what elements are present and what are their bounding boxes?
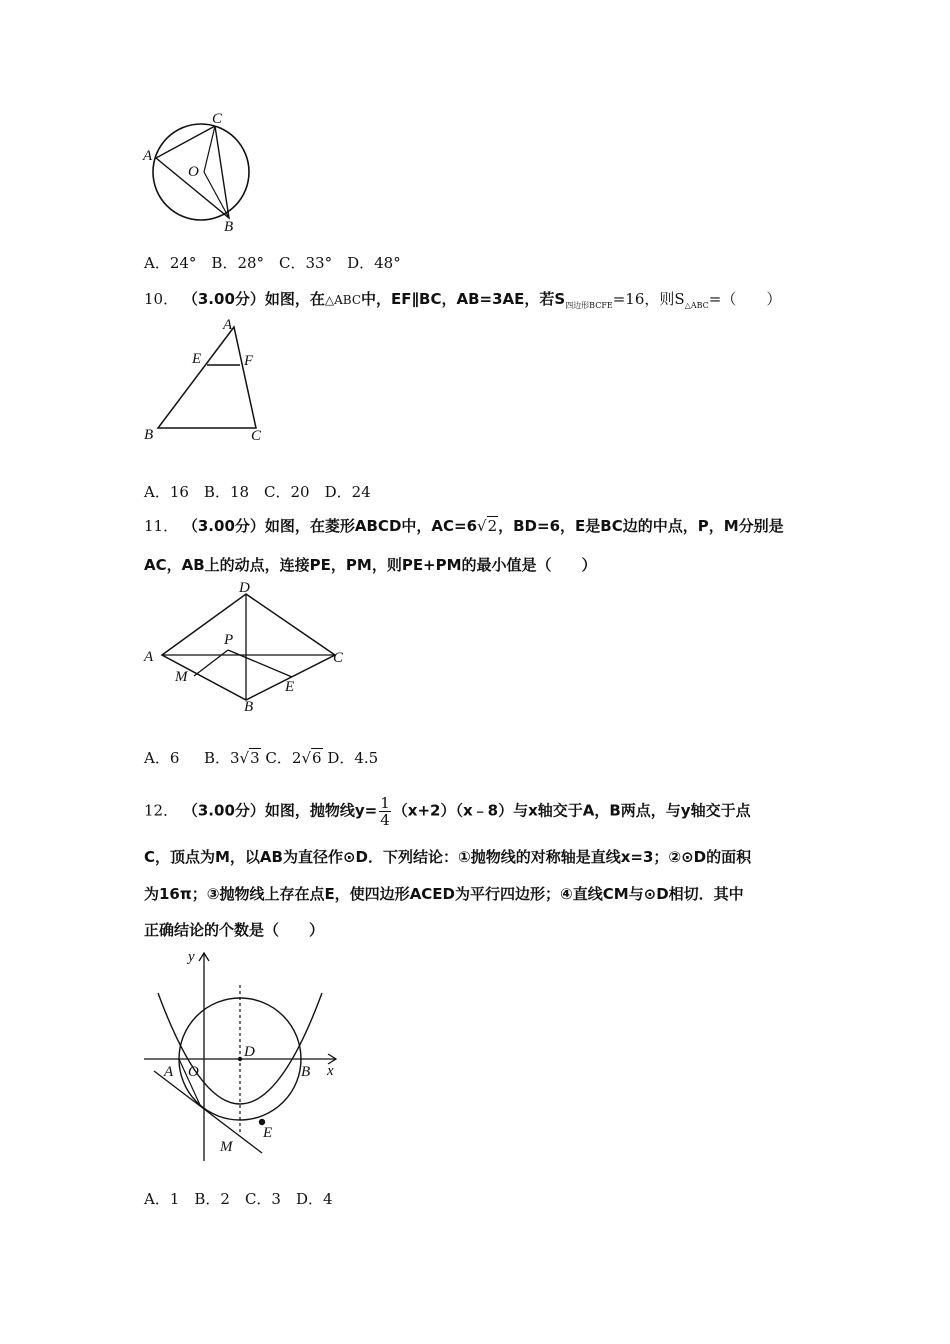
q12-point-d xyxy=(238,1057,242,1061)
q10-stem xyxy=(144,289,781,316)
q10-label-e: E xyxy=(192,351,202,367)
q11-score: （3.00分） xyxy=(182,517,265,535)
q9-label-o: O xyxy=(188,164,199,180)
q10-label-b: B xyxy=(144,427,154,443)
q11-sqrt-sign: √ xyxy=(477,517,487,535)
q12-frac-den: 4 xyxy=(380,811,390,829)
q9-label-c: C xyxy=(212,111,223,127)
q12-number: 12． xyxy=(144,801,179,820)
q10-triangle xyxy=(158,327,256,428)
q11-opt-b: B．3 xyxy=(203,749,240,767)
q10-tri-abc: △ABC xyxy=(324,293,362,307)
q11-figure xyxy=(140,580,360,720)
q10-text-c: =16，则S xyxy=(612,290,685,308)
q11-pm xyxy=(194,650,228,676)
q11-options: A．6 B．3√3 C．2√6 D．4.5 xyxy=(144,749,379,767)
q12-label-e: E xyxy=(263,1125,273,1141)
q10-number: 10． xyxy=(144,290,179,308)
q12-label-x: x xyxy=(327,1063,334,1079)
q11-stem-line1 xyxy=(144,516,784,536)
q11-opt-c: C．2 xyxy=(265,749,302,767)
q12-label-b: B xyxy=(301,1064,311,1080)
q9-figure xyxy=(138,108,263,238)
q11-label-m: M xyxy=(175,669,188,685)
q12-fraction xyxy=(379,795,391,828)
q11-line1-a: 如图，在菱形ABCD中，AC=6 xyxy=(264,517,478,535)
q10-text-b: 中，EF∥BC，AB=3AE，若S xyxy=(361,290,566,308)
q11-sqrt-value: 2 xyxy=(487,517,498,535)
q12-frac-num: 1 xyxy=(380,794,390,812)
q12-line1-b: （x+2）（x﹣8）与x轴交于A，B两点，与y轴交于点 xyxy=(392,801,751,820)
q10-label-c: C xyxy=(251,428,262,444)
q9-label-a: A xyxy=(143,148,153,164)
q9-options: A．24° B．28° C．33° D．48° xyxy=(144,254,401,272)
q12-label-a: A xyxy=(164,1064,174,1080)
q11-rhombus xyxy=(162,594,335,700)
q12-label-m: M xyxy=(220,1139,233,1155)
q12-label-d: D xyxy=(244,1044,255,1060)
q12-score: （3.00分） xyxy=(182,801,265,820)
q12-stem-line3: 为16π；③抛物线上存在点E，使四边形ACED为平行四边形；④直线CM与⊙D相切．其中 xyxy=(144,885,744,903)
q11-label-b: B xyxy=(244,699,254,715)
q10-text-a: 如图，在 xyxy=(264,290,325,308)
q9-circle xyxy=(153,124,249,220)
q12-line-cm xyxy=(154,1071,262,1153)
q11-pe xyxy=(228,650,292,677)
q12-options: A．1 B．2 C．3 D．4 xyxy=(144,1190,333,1208)
q11-line1-b: ，BD=6，E是BC边的中点，P，M分别是 xyxy=(498,517,784,535)
q12-label-y: y xyxy=(188,949,195,965)
q9-oc xyxy=(204,126,215,172)
q9-label-b: B xyxy=(224,219,234,235)
q10-score: （3.00分） xyxy=(182,290,265,308)
q11-label-c: C xyxy=(333,650,344,666)
q10-label-f: F xyxy=(244,353,254,369)
q10-sub-abc: △ABC xyxy=(684,301,709,310)
q11-opt-d: D．4.5 xyxy=(327,749,379,767)
q10-sub-quad: 四边形BCFE xyxy=(565,301,613,310)
q10-options: A．16 B．18 C．20 D．24 xyxy=(144,483,371,501)
q12-line1-a: 如图，抛物线y= xyxy=(264,801,378,820)
q10-text-d: =（ ） xyxy=(708,290,782,308)
q11-label-a: A xyxy=(144,649,154,665)
q12-figure xyxy=(140,945,350,1165)
q10-figure xyxy=(140,315,270,445)
q11-opt-a: A．6 xyxy=(144,749,180,767)
q12-stem-line1 xyxy=(144,794,751,829)
q11-label-e: E xyxy=(285,679,295,695)
q10-label-a: A xyxy=(223,317,233,333)
q12-label-o: O xyxy=(188,1064,199,1080)
q11-label-p: P xyxy=(224,632,234,648)
q11-opt-c-sqrt: 6 xyxy=(312,749,322,767)
q12-stem-line4: 正确结论的个数是（ ） xyxy=(144,921,325,939)
q11-number: 11． xyxy=(144,517,179,535)
q11-stem-line2: AC，AB上的动点，连接PE，PM，则PE+PM的最小值是（ ） xyxy=(144,556,597,574)
q12-stem-line2: C，顶点为M，以AB为直径作⊙D．下列结论：①抛物线的对称轴是直线x=3；②⊙D的面积 xyxy=(144,848,752,866)
q11-opt-b-sqrt: 3 xyxy=(250,749,260,767)
q11-label-d: D xyxy=(239,580,250,596)
